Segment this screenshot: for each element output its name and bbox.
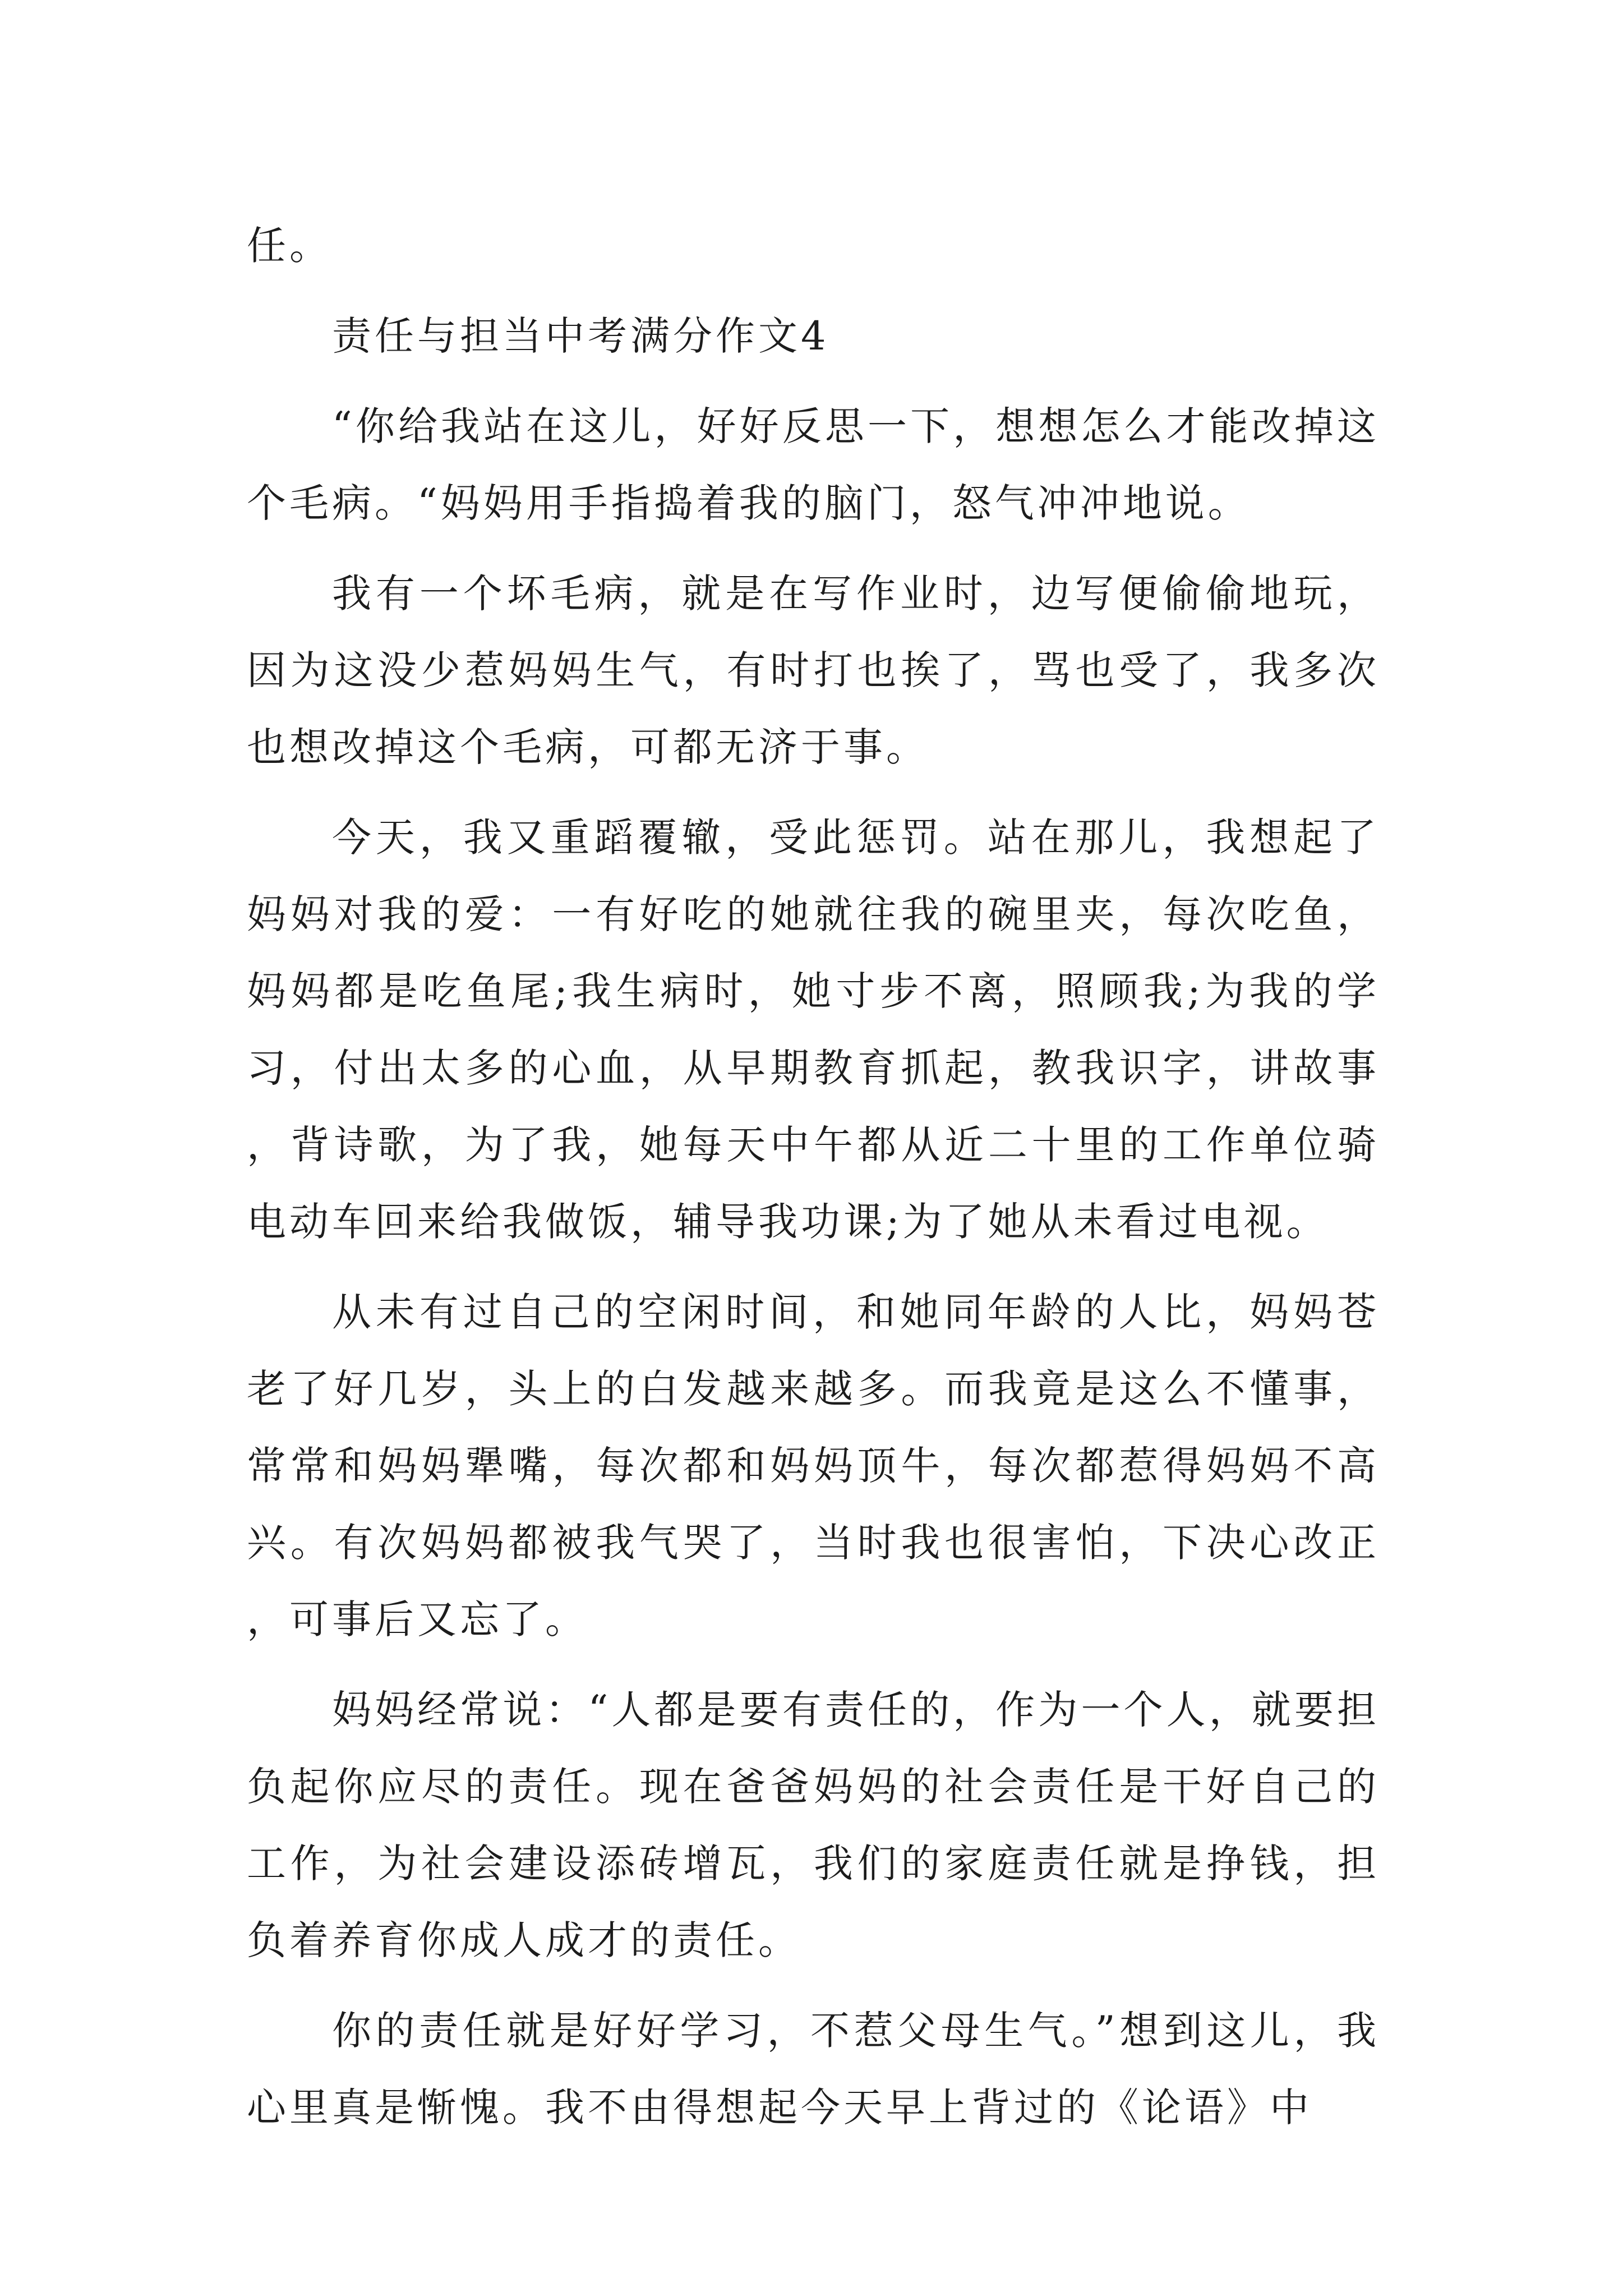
document-body xyxy=(247,208,1380,2160)
paragraph: “你给我站在这儿，好好反思一下，想想怎么才能改掉这个毛病。“妈妈用手指捣着我的脑门，怒气冲冲地说。 xyxy=(247,403,1380,526)
paragraph-continuation: 任。 xyxy=(247,223,332,269)
paragraph: 今天，我又重蹈覆辙，受此惩罚。站在那儿，我想起了妈妈对我的爱：一有好吃的她就往我的碗里夹，每次吃鱼，妈妈都是吃鱼尾;我生病时，她寸步不离，照顾我;为我的学习，付出太多的心血，从早期教育抓起，教我识字，讲故事，背诗歌，为了我，她每天中午都从近二十里的工作单位骑电动车回来给我做饭，辅导我功课;为了她从未看过电视。 xyxy=(247,815,1380,1245)
paragraph: 妈妈经常说：“人都是要有责任的，作为一个人，就要担负起你应尽的责任。现在爸爸妈妈的社会责任是干好自己的工作，为社会建设添砖增瓦，我们的家庭责任就是挣钱，担负着养育你成人成才的责任。 xyxy=(247,1687,1380,1963)
paragraph: 你的责任就是好好学习，不惹父母生气。”想到这儿，我心里真是惭愧。我不由得想起今天早上背过的《论语》中 xyxy=(247,2008,1380,2131)
section-heading: 责任与担当中考满分作文4 xyxy=(332,313,829,359)
paragraph: 我有一个坏毛病，就是在写作业时，边写便偷偷地玩，因为这没少惹妈妈生气，有时打也挨了，骂也受了，我多次也想改掉这个毛病，可都无济于事。 xyxy=(247,570,1380,770)
paragraph: 从未有过自己的空闲时间，和她同年龄的人比，妈妈苍老了好几岁，头上的白发越来越多。而我竟是这么不懂事，常常和妈妈犟嘴，每次都和妈妈顶牛，每次都惹得妈妈不高兴。有次妈妈都被我气哭了，当时我也很害怕，下决心改正，可事后又忘了。 xyxy=(247,1289,1380,1642)
